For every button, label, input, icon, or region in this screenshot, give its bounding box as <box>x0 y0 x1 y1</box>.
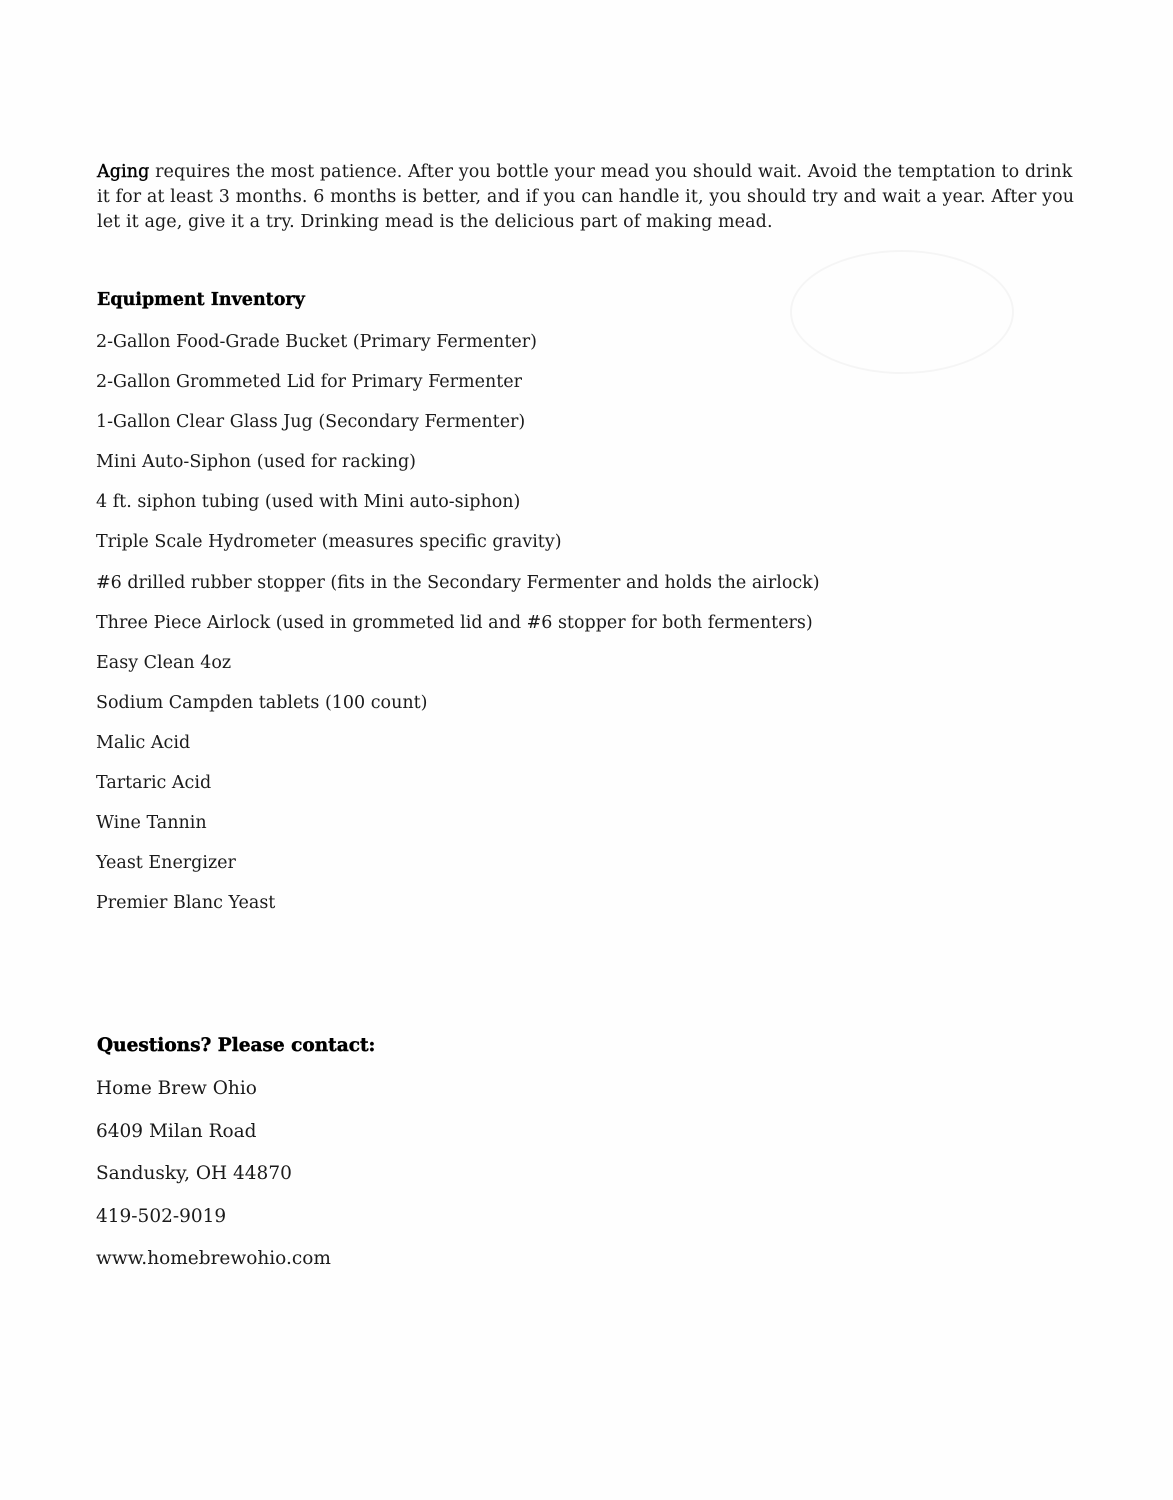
aging-paragraph <box>97 160 1087 235</box>
bleed-through-seal <box>790 250 1014 374</box>
equipment-item: Triple Scale Hydrometer (measures specific gravity) <box>96 532 562 553</box>
aging-lead: Aging <box>97 162 150 182</box>
contact-name: Home Brew Ohio <box>96 1078 257 1099</box>
equipment-item: Tartaric Acid <box>96 773 212 794</box>
equipment-item: Wine Tannin <box>96 813 207 834</box>
equipment-heading: Equipment Inventory <box>97 290 305 310</box>
equipment-item: Mini Auto-Siphon (used for racking) <box>96 452 417 473</box>
equipment-item: Three Piece Airlock (used in grommeted lid and #6 stopper for both fermenters) <box>96 612 813 633</box>
contact-website[interactable]: www.homebrewohio.com <box>96 1248 331 1269</box>
equipment-item: 1-Gallon Clear Glass Jug (Secondary Fermenter) <box>96 412 526 433</box>
contact-city: Sandusky, OH 44870 <box>96 1163 292 1184</box>
equipment-item: Malic Acid <box>96 732 191 753</box>
contact-block <box>96 1076 331 1289</box>
equipment-item: Yeast Energizer <box>96 853 236 874</box>
aging-text: requires the most patience. After you bottle your mead you should wait. Avoid the temptation to drink it for at least 3 months. 6 months is better, and if you can handle it, you should try and wait a year. After you let it age, give it a try. Drinking mead is the delicious part of making mead. <box>97 162 1075 232</box>
contact-heading: Questions? Please contact: <box>97 1035 376 1056</box>
contact-phone: 419-502-9019 <box>96 1205 227 1227</box>
equipment-list <box>96 330 820 931</box>
equipment-item: Premier Blanc Yeast <box>96 893 276 914</box>
equipment-item: Easy Clean 4oz <box>96 652 232 673</box>
equipment-item: 2-Gallon Grommeted Lid for Primary Fermenter <box>96 372 522 393</box>
contact-street: 6409 Milan Road <box>96 1120 257 1142</box>
equipment-item: #6 drilled rubber stopper (fits in the Secondary Fermenter and holds the airlock) <box>96 572 820 593</box>
equipment-item: 2-Gallon Food-Grade Bucket (Primary Fermenter) <box>96 332 537 352</box>
equipment-item: 4 ft. siphon tubing (used with Mini auto-siphon) <box>96 492 521 513</box>
equipment-item: Sodium Campden tablets (100 count) <box>96 692 428 713</box>
